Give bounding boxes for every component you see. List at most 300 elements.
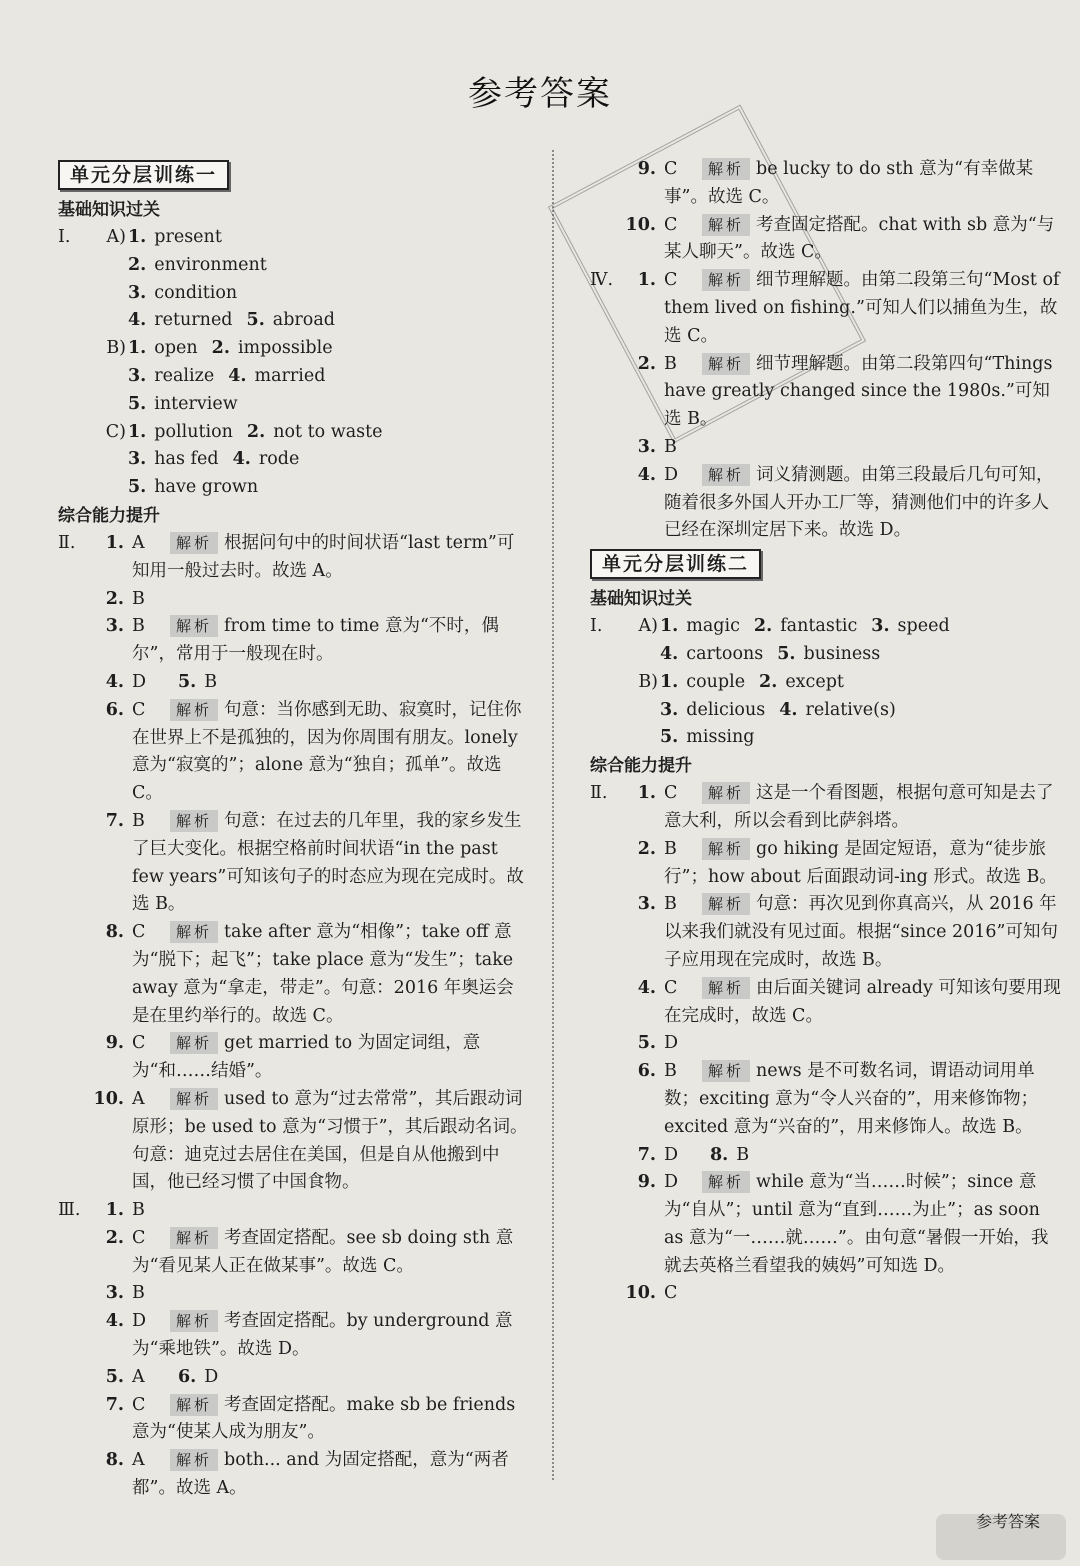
answer-line bbox=[58, 224, 530, 252]
answer-item bbox=[590, 212, 1062, 268]
answer-body bbox=[664, 975, 1062, 1031]
answer-option: D bbox=[664, 1033, 679, 1054]
analysis-text: 细节理解题。由第二段第四句“Things have greatly changed since the 1980s.”可知选 B。 bbox=[664, 353, 1053, 430]
group-label bbox=[90, 391, 128, 419]
item-number: 1. bbox=[128, 338, 147, 359]
analysis-tag: 解析 bbox=[170, 1449, 218, 1471]
answer-item bbox=[590, 434, 1062, 462]
answer-line bbox=[590, 697, 1062, 725]
answer-option: A bbox=[132, 532, 145, 553]
answer-item bbox=[590, 1030, 1062, 1058]
answer-item bbox=[58, 697, 530, 808]
item-number: 5. bbox=[777, 643, 796, 664]
part-roman bbox=[590, 1058, 622, 1141]
answer-word: business bbox=[803, 643, 881, 664]
item-number: 3. bbox=[128, 282, 147, 303]
item-number: 5. bbox=[246, 310, 265, 331]
part-roman bbox=[58, 613, 90, 669]
answer-item bbox=[58, 1086, 530, 1197]
analysis-text: 细节理解题。由第二段第三句“Most of them lived on fishing.”可知人们以捕鱼为生，故选 C。 bbox=[664, 270, 1060, 346]
group-label bbox=[90, 446, 128, 474]
answer-option: B bbox=[664, 894, 677, 915]
analysis-text: both... and 为固定搭配，意为“两者都”。故选 A。 bbox=[132, 1450, 509, 1499]
site-watermark bbox=[936, 1514, 1066, 1560]
answer-body bbox=[132, 1447, 530, 1503]
answer-line bbox=[58, 335, 530, 363]
answer-words bbox=[128, 224, 530, 252]
part-roman bbox=[590, 836, 622, 892]
part-roman bbox=[590, 212, 622, 268]
item-number: 8. bbox=[105, 1450, 124, 1471]
analysis-tag: 解析 bbox=[170, 615, 218, 637]
answer-option: B bbox=[664, 353, 677, 374]
item-number: 3. bbox=[128, 365, 147, 386]
answer-option: D bbox=[132, 1311, 147, 1332]
item-number: 3. bbox=[105, 616, 124, 637]
analysis-tag: 解析 bbox=[170, 1310, 218, 1332]
answer-words bbox=[660, 669, 1062, 697]
analysis-tag: 解析 bbox=[170, 1088, 218, 1110]
analysis-tag: 解析 bbox=[702, 214, 750, 236]
answer-option: C bbox=[664, 977, 678, 998]
answer-body bbox=[664, 156, 1062, 212]
item-number: 2. bbox=[211, 338, 230, 359]
answer-body bbox=[664, 1058, 1062, 1141]
answer-words bbox=[660, 724, 1062, 752]
answer-body bbox=[132, 586, 530, 614]
answer-word: present bbox=[154, 227, 222, 247]
answer-line bbox=[58, 307, 530, 335]
answer-word: returned bbox=[154, 310, 233, 331]
answer-word: speed bbox=[897, 616, 950, 637]
answer-option: B bbox=[132, 616, 145, 637]
analysis-tag: 解析 bbox=[170, 1394, 218, 1416]
part-roman bbox=[58, 280, 90, 308]
item-number: 6. bbox=[178, 1366, 197, 1387]
group-label bbox=[90, 474, 128, 502]
part-roman bbox=[590, 1142, 622, 1170]
answer-item bbox=[590, 1142, 1062, 1170]
item-number: 7. bbox=[105, 1394, 124, 1415]
group-label: B) bbox=[638, 671, 658, 692]
analysis-text: 根据问句中的时间状语“last term”可知用一般过去时。故选 A。 bbox=[132, 532, 515, 581]
answer-word: have grown bbox=[154, 477, 259, 498]
answer-option: D bbox=[204, 1366, 219, 1387]
answer-option: C bbox=[132, 1227, 146, 1248]
answer-option: C bbox=[132, 922, 146, 943]
item-number: 10. bbox=[625, 214, 656, 235]
answer-words bbox=[128, 252, 530, 280]
analysis-tag: 解析 bbox=[170, 532, 218, 554]
group-label: C) bbox=[105, 421, 126, 442]
answer-word: realize bbox=[154, 365, 215, 386]
answer-body bbox=[132, 530, 530, 586]
column-divider bbox=[552, 150, 554, 1480]
analysis-tag: 解析 bbox=[170, 699, 218, 721]
item-number: 1. bbox=[660, 671, 679, 692]
part-roman bbox=[58, 586, 90, 614]
answer-option: D bbox=[664, 464, 679, 485]
answer-option: A bbox=[132, 1088, 145, 1109]
answer-item bbox=[58, 586, 530, 614]
analysis-text: 考查固定搭配。make sb be friends 意为“使某人成为朋友”。 bbox=[132, 1394, 516, 1443]
part-roman bbox=[58, 1392, 90, 1448]
answer-word: environment bbox=[154, 254, 267, 275]
answer-body bbox=[132, 613, 530, 669]
answer-words bbox=[128, 280, 530, 308]
subsection-heading: 基础知识过关 bbox=[590, 589, 692, 610]
answer-line bbox=[58, 252, 530, 280]
footer-label: 参考答案 bbox=[975, 1512, 1040, 1531]
answer-option: B bbox=[736, 1144, 750, 1165]
analysis-text: 考查固定搭配。chat with sb 意为“与某人聊天”。故选 C。 bbox=[664, 214, 1055, 263]
answer-words bbox=[128, 335, 530, 363]
item-number: 4. bbox=[660, 643, 679, 664]
part-roman bbox=[58, 1447, 90, 1503]
item-number: 3. bbox=[660, 699, 679, 720]
item-number: 5. bbox=[128, 477, 147, 498]
answer-option: B bbox=[132, 1200, 145, 1221]
answer-words bbox=[128, 446, 530, 474]
item-number: 5. bbox=[128, 393, 147, 414]
part-roman: Ⅰ. bbox=[590, 616, 603, 637]
analysis-tag: 解析 bbox=[702, 353, 750, 375]
answer-word: magic bbox=[686, 616, 740, 637]
answer-body bbox=[664, 351, 1062, 434]
part-roman bbox=[58, 1030, 90, 1086]
answer-body bbox=[664, 1030, 1062, 1058]
answer-line bbox=[58, 419, 530, 447]
analysis-text: 句意：再次见到你真高兴，从 2016 年以来我们就没有见过面。根据“since 2016”可知句子应用现在完成时，故选 B。 bbox=[664, 894, 1058, 970]
analysis-text: 由后面关键词 already 可知该句要用现在完成时，故选 C。 bbox=[664, 977, 1061, 1026]
item-number: 4. bbox=[637, 464, 656, 485]
answer-body bbox=[132, 697, 530, 808]
answer-item bbox=[590, 1169, 1062, 1280]
part-roman bbox=[590, 724, 622, 752]
answer-line bbox=[590, 641, 1062, 669]
item-number: 9. bbox=[637, 1172, 656, 1193]
part-roman bbox=[58, 391, 90, 419]
answer-words bbox=[128, 363, 530, 391]
part-roman bbox=[590, 975, 622, 1031]
answer-body bbox=[664, 836, 1062, 892]
group-label bbox=[622, 697, 660, 725]
part-roman: Ⅱ. bbox=[590, 783, 608, 804]
answer-word: delicious bbox=[686, 699, 766, 720]
answer-line bbox=[58, 474, 530, 502]
item-number: 4. bbox=[228, 365, 247, 386]
answer-body bbox=[664, 780, 1062, 836]
part-roman bbox=[590, 669, 622, 697]
answer-item bbox=[590, 1058, 1062, 1141]
item-number: 4. bbox=[779, 699, 798, 720]
part-roman bbox=[58, 919, 90, 1030]
part-roman: Ⅰ. bbox=[58, 227, 71, 247]
answer-line bbox=[58, 446, 530, 474]
item-number: 4. bbox=[637, 977, 656, 998]
answer-word: except bbox=[785, 671, 844, 692]
analysis-text: news 是不可数名词，谓语动词用单数；exciting 意为“令人兴奋的”，用来修饰物；excited 意为“兴奋的”，用来修饰人。故选 B。 bbox=[664, 1061, 1039, 1137]
item-number: 3. bbox=[637, 436, 656, 457]
part-roman bbox=[590, 351, 622, 434]
answer-option: C bbox=[132, 1394, 146, 1415]
answer-word: relative(s) bbox=[805, 699, 896, 720]
part-roman bbox=[58, 363, 90, 391]
answer-word: pollution bbox=[154, 421, 233, 442]
part-roman bbox=[590, 462, 622, 545]
answer-word: cartoons bbox=[686, 643, 764, 664]
answer-word: open bbox=[154, 338, 198, 359]
answer-item bbox=[58, 1364, 530, 1392]
item-number: 3. bbox=[105, 1283, 124, 1304]
answer-word: impossible bbox=[237, 338, 333, 359]
item-number: 7. bbox=[105, 810, 124, 831]
answer-words bbox=[128, 391, 530, 419]
subsection-heading: 基础知识过关 bbox=[58, 200, 160, 220]
answer-item bbox=[58, 808, 530, 919]
item-number: 5. bbox=[105, 1366, 124, 1387]
item-number: 2. bbox=[637, 353, 656, 374]
part-roman bbox=[590, 1030, 622, 1058]
answer-line bbox=[590, 724, 1062, 752]
answer-word: interview bbox=[154, 393, 238, 414]
answer-option: B bbox=[132, 588, 145, 609]
answer-item bbox=[58, 1197, 530, 1225]
analysis-tag: 解析 bbox=[170, 1227, 218, 1249]
subsection-heading: 综合能力提升 bbox=[590, 756, 692, 777]
analysis-text: get married to 为固定词组，意为“和……结婚”。 bbox=[132, 1033, 481, 1082]
analysis-tag: 解析 bbox=[702, 838, 750, 860]
answer-option: B bbox=[132, 1283, 145, 1304]
part-roman bbox=[58, 335, 90, 363]
answer-item bbox=[58, 1030, 530, 1086]
subsection-heading: 综合能力提升 bbox=[58, 505, 160, 526]
answer-option: A bbox=[132, 1366, 145, 1387]
part-roman bbox=[58, 474, 90, 502]
answer-item bbox=[58, 1447, 530, 1503]
answer-item bbox=[58, 1308, 530, 1364]
group-label bbox=[622, 724, 660, 752]
answer-item bbox=[590, 351, 1062, 434]
item-number: 2. bbox=[753, 616, 773, 637]
answer-body bbox=[132, 1030, 530, 1086]
answer-body bbox=[132, 1280, 530, 1308]
item-number: 2. bbox=[246, 421, 266, 442]
group-label bbox=[90, 363, 128, 391]
answer-option: C bbox=[664, 214, 678, 235]
answer-body bbox=[664, 1280, 1062, 1308]
item-number: 6. bbox=[637, 1061, 656, 1082]
analysis-tag: 解析 bbox=[702, 782, 750, 804]
item-number: 4. bbox=[105, 671, 124, 692]
group-label bbox=[622, 641, 660, 669]
answer-word: not to waste bbox=[273, 421, 383, 442]
item-number: 9. bbox=[637, 159, 656, 179]
answer-item bbox=[58, 1392, 530, 1448]
analysis-tag: 解析 bbox=[702, 893, 750, 915]
answer-option: B bbox=[132, 810, 145, 831]
part-roman bbox=[58, 697, 90, 808]
item-number: 2. bbox=[128, 254, 147, 275]
answer-line bbox=[590, 669, 1062, 697]
part-roman bbox=[590, 641, 622, 669]
item-number: 5. bbox=[660, 727, 679, 748]
answer-body bbox=[664, 212, 1062, 268]
answer-option: B bbox=[664, 436, 677, 457]
answer-words bbox=[128, 307, 530, 335]
analysis-tag: 解析 bbox=[170, 810, 218, 832]
part-roman: Ⅲ. bbox=[58, 1200, 81, 1221]
answer-words bbox=[128, 474, 530, 502]
answer-line bbox=[590, 613, 1062, 641]
answer-item bbox=[590, 1280, 1062, 1308]
part-roman bbox=[58, 307, 90, 335]
item-number: 4. bbox=[105, 1311, 124, 1332]
answer-words bbox=[128, 419, 530, 447]
answer-body bbox=[664, 267, 1062, 350]
answer-body bbox=[132, 669, 530, 697]
answer-item bbox=[590, 780, 1062, 836]
analysis-text: 词义猜测题。由第三段最后几句可知，随着很多外国人开办工厂等，猜测他们中的许多人已经在深圳定居下来。故选 D。 bbox=[664, 464, 1054, 541]
item-number: 4. bbox=[128, 310, 147, 331]
answer-item bbox=[590, 267, 1062, 350]
group-label: B) bbox=[106, 338, 126, 359]
analysis-text: be lucky to do sth 意为“有幸做某事”。故选 C。 bbox=[664, 159, 1034, 207]
answer-item bbox=[58, 613, 530, 669]
part-roman bbox=[58, 1364, 90, 1392]
item-number: 6. bbox=[105, 699, 124, 720]
analysis-text: take after 意为“相像”；take off 意为“脱下；起飞”；take place 意为“发生”；take away 意为“拿走，带走”。句意：2016 年奥运会是在里约举行的。故选 C。 bbox=[132, 922, 514, 1026]
item-number: 1. bbox=[660, 616, 679, 637]
answer-body bbox=[132, 1392, 530, 1448]
group-label bbox=[90, 307, 128, 335]
analysis-text: while 意为“当……时候”；since 意为“自从”；until 意为“直到……为止”；as soon as 意为“一……就……”。由句意“暑假一开始，我就去英格兰看望我的姨妈”可知选 D。 bbox=[664, 1172, 1049, 1276]
answer-word: fantastic bbox=[780, 616, 858, 637]
answer-option: B bbox=[664, 1061, 677, 1082]
item-number: 3. bbox=[637, 894, 656, 915]
answer-option: C bbox=[132, 1033, 146, 1054]
item-number: 9. bbox=[105, 1033, 124, 1054]
answer-line bbox=[58, 391, 530, 419]
answer-word: married bbox=[254, 365, 326, 386]
answer-body bbox=[132, 919, 530, 1030]
item-number: 4. bbox=[232, 449, 251, 470]
item-number: 1. bbox=[128, 421, 147, 442]
answer-words bbox=[660, 613, 1062, 641]
part-roman bbox=[58, 1225, 90, 1281]
part-roman bbox=[58, 252, 90, 280]
item-number: 1. bbox=[637, 783, 656, 804]
analysis-tag: 解析 bbox=[702, 1171, 750, 1193]
answer-item bbox=[590, 462, 1062, 545]
answer-item bbox=[590, 891, 1062, 974]
analysis-text: 考查固定搭配。by underground 意为“乘地铁”。故选 D。 bbox=[132, 1311, 513, 1360]
analysis-tag: 解析 bbox=[170, 1032, 218, 1054]
answer-option: C bbox=[664, 159, 678, 179]
answer-item bbox=[58, 919, 530, 1030]
answer-body bbox=[132, 1364, 530, 1392]
item-number: 2. bbox=[105, 588, 124, 609]
item-number: 10. bbox=[625, 1283, 656, 1304]
analysis-text: used to 意为“过去常常”，其后跟动词原形；be used to 意为“习惯于”，其后跟动名词。句意：迪克过去居住在美国，但是自从他搬到中国，他已经习惯了中国食物。 bbox=[132, 1088, 528, 1193]
answer-item bbox=[590, 975, 1062, 1031]
item-number: 5. bbox=[178, 671, 197, 692]
right-column bbox=[590, 156, 1062, 1308]
analysis-tag: 解析 bbox=[170, 921, 218, 943]
answer-words bbox=[660, 697, 1062, 725]
answer-option: C bbox=[132, 699, 146, 720]
group-label bbox=[90, 280, 128, 308]
group-label: A) bbox=[106, 227, 126, 247]
item-number: 5. bbox=[637, 1033, 656, 1054]
analysis-tag: 解析 bbox=[702, 977, 750, 999]
part-roman bbox=[590, 156, 622, 212]
left-column bbox=[58, 156, 530, 1503]
answer-item bbox=[58, 1280, 530, 1308]
answer-option: A bbox=[132, 1450, 145, 1471]
answer-word: couple bbox=[686, 671, 746, 692]
answer-option: D bbox=[132, 671, 147, 692]
analysis-text: go hiking 是固定短语，意为“徒步旅行”；how about 后面跟动词-ing 形式。故选 B。 bbox=[664, 838, 1057, 887]
part-roman bbox=[590, 891, 622, 974]
answer-word: abroad bbox=[272, 310, 335, 331]
part-roman bbox=[590, 434, 622, 462]
answer-item bbox=[590, 836, 1062, 892]
part-roman: Ⅳ. bbox=[590, 270, 614, 291]
part-roman bbox=[58, 419, 90, 447]
item-number: 2. bbox=[105, 1227, 124, 1248]
answer-line bbox=[58, 280, 530, 308]
answer-option: D bbox=[664, 1172, 679, 1193]
answer-word: rode bbox=[258, 449, 300, 470]
part-roman bbox=[58, 1280, 90, 1308]
answer-option: C bbox=[664, 1283, 678, 1304]
item-number: 3. bbox=[871, 616, 890, 637]
answer-body bbox=[132, 1197, 530, 1225]
part-roman bbox=[590, 697, 622, 725]
item-number: 8. bbox=[105, 922, 124, 943]
answer-option: C bbox=[664, 270, 678, 291]
analysis-tag: 解析 bbox=[702, 269, 750, 291]
answer-item bbox=[590, 156, 1062, 212]
answer-word: missing bbox=[686, 727, 755, 748]
unit-heading: 单元分层训练一 bbox=[58, 160, 229, 190]
analysis-tag: 解析 bbox=[702, 464, 750, 486]
page-title: 参考答案 bbox=[468, 74, 612, 114]
item-number: 1. bbox=[637, 270, 656, 291]
part-roman bbox=[590, 1280, 622, 1308]
answer-body bbox=[664, 462, 1062, 545]
answer-words bbox=[660, 641, 1062, 669]
answer-option: D bbox=[664, 1144, 679, 1165]
item-number: 1. bbox=[128, 227, 147, 247]
item-number: 1. bbox=[105, 1200, 124, 1221]
analysis-text: 句意：在过去的几年里，我的家乡发生了巨大变化。根据空格前时间状语“in the past few years”可知该句子的时态应为现在完成时。故选 B。 bbox=[132, 810, 524, 915]
part-roman bbox=[58, 808, 90, 919]
item-number: 8. bbox=[710, 1144, 729, 1165]
item-number: 1. bbox=[105, 532, 124, 553]
answer-body bbox=[132, 1308, 530, 1364]
analysis-text: 这是一个看图题，根据句意可知是去了意大利，所以会看到比萨斜塔。 bbox=[664, 783, 1054, 831]
unit-heading: 单元分层训练二 bbox=[590, 549, 761, 579]
answer-option: B bbox=[664, 838, 677, 859]
part-roman bbox=[58, 446, 90, 474]
analysis-tag: 解析 bbox=[702, 1060, 750, 1082]
item-number: 2. bbox=[637, 838, 656, 859]
answer-line bbox=[58, 363, 530, 391]
answer-item bbox=[58, 1225, 530, 1281]
answer-body bbox=[132, 1225, 530, 1281]
